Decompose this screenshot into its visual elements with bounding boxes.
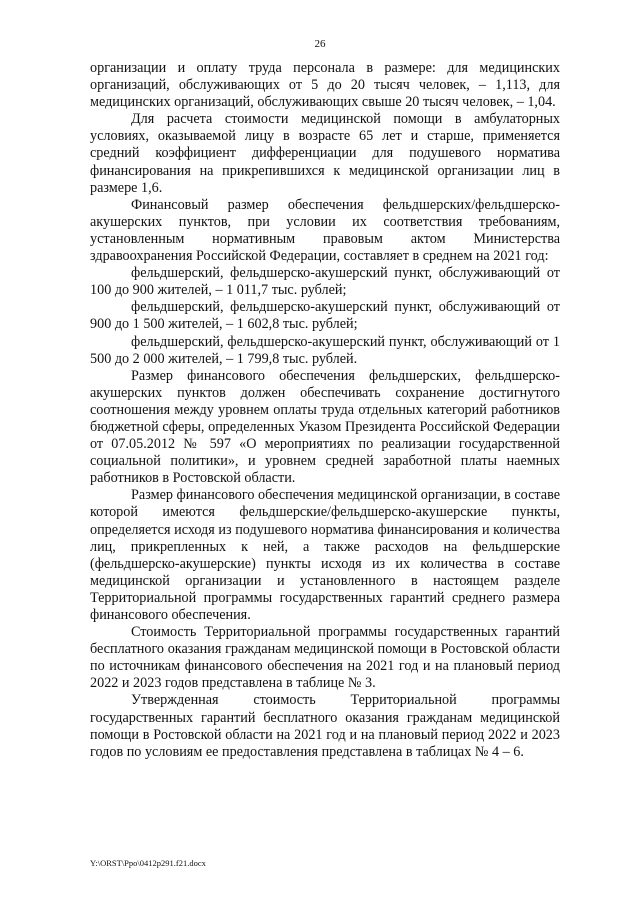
paragraph-8: Размер финансового обеспечения медицинской организации, в составе которой имеются фельдшерские/фельдшерско-акушерские пункты, определяется исходя из подушевого норматива финансирования и количества лиц, прикрепленных к ней, а также расходов на фельдшерские (фельдшерско-акушерские) пункты исходя из их количества в составе медицинской организации и установленного в настоящем разделе Территориальной программы государственных гарантий среднего размера финансового обеспечения.: [90, 487, 560, 623]
paragraph-1: организации и оплату труда персонала в размере: для медицинских организаций, обслуживающих от 5 до 20 тысяч человек, – 1,113, для медицинских организаций, обслуживающих свыше 20 тысяч человек, – 1,04.: [90, 60, 560, 111]
paragraph-10: Утвержденная стоимость Территориальной программы государственных гарантий бесплатного оказания гражданам медицинской помощи в Ростовской области на 2021 год и на плановый период 2022 и 2023 годов по условиям ее предоставления представлена в таблицах № 4 – 6.: [90, 692, 560, 760]
paragraph-3: Финансовый размер обеспечения фельдшерских/фельдшерско-акушерских пунктов, при условии их соответствия требованиям, установленным нормативным правовым актом Министерства здравоохранения Российской Федерации, составляет в среднем на 2021 год:: [90, 196, 560, 265]
footer-file-path: Y:\ORST\Ppo\0412p291.f21.docx: [90, 858, 206, 868]
paragraph-6: фельдшерский, фельдшерско-акушерский пункт, обслуживающий от 1 500 до 2 000 жителей, – 1 799,8 тыс. рублей.: [90, 333, 560, 367]
paragraph-2: Для расчета стоимости медицинской помощи в амбулаторных условиях, оказываемой лицу в возрасте 65 лет и старше, применяется средний коэффициент дифференциации для подушевого норматива финансирования на прикрепившихся к медицинской организации лиц в размере 1,6.: [90, 111, 560, 196]
paragraph-9: Стоимость Территориальной программы государственных гарантий бесплатного оказания гражданам медицинской помощи в Ростовской области по источникам финансового обеспечения на 2021 год и на плановый период 2022 и 2023 годов представлена в таблице № 3.: [90, 624, 560, 692]
paragraph-4: фельдшерский, фельдшерско-акушерский пункт, обслуживающий от 100 до 900 жителей, – 1 011,7 тыс. рублей;: [90, 265, 560, 299]
paragraph-5: фельдшерский, фельдшерско-акушерский пункт, обслуживающий от 900 до 1 500 жителей, – 1 602,8 тыс. рублей;: [90, 299, 560, 333]
page-number: 26: [314, 38, 326, 50]
document-body: [90, 60, 560, 761]
paragraph-7: Размер финансового обеспечения фельдшерских, фельдшерско-акушерских пунктов должен обеспечивать сохранение достигнутого соотношения между уровнем оплаты труда отдельных категорий работников бюджетной сферы, определенных Указом Президента Российской Федерации от 07.05.2012 № 597 «О мероприятиях по реализации государственной социальной политики», и уровнем средней заработной платы наемных работников в Ростовской области.: [90, 367, 560, 487]
